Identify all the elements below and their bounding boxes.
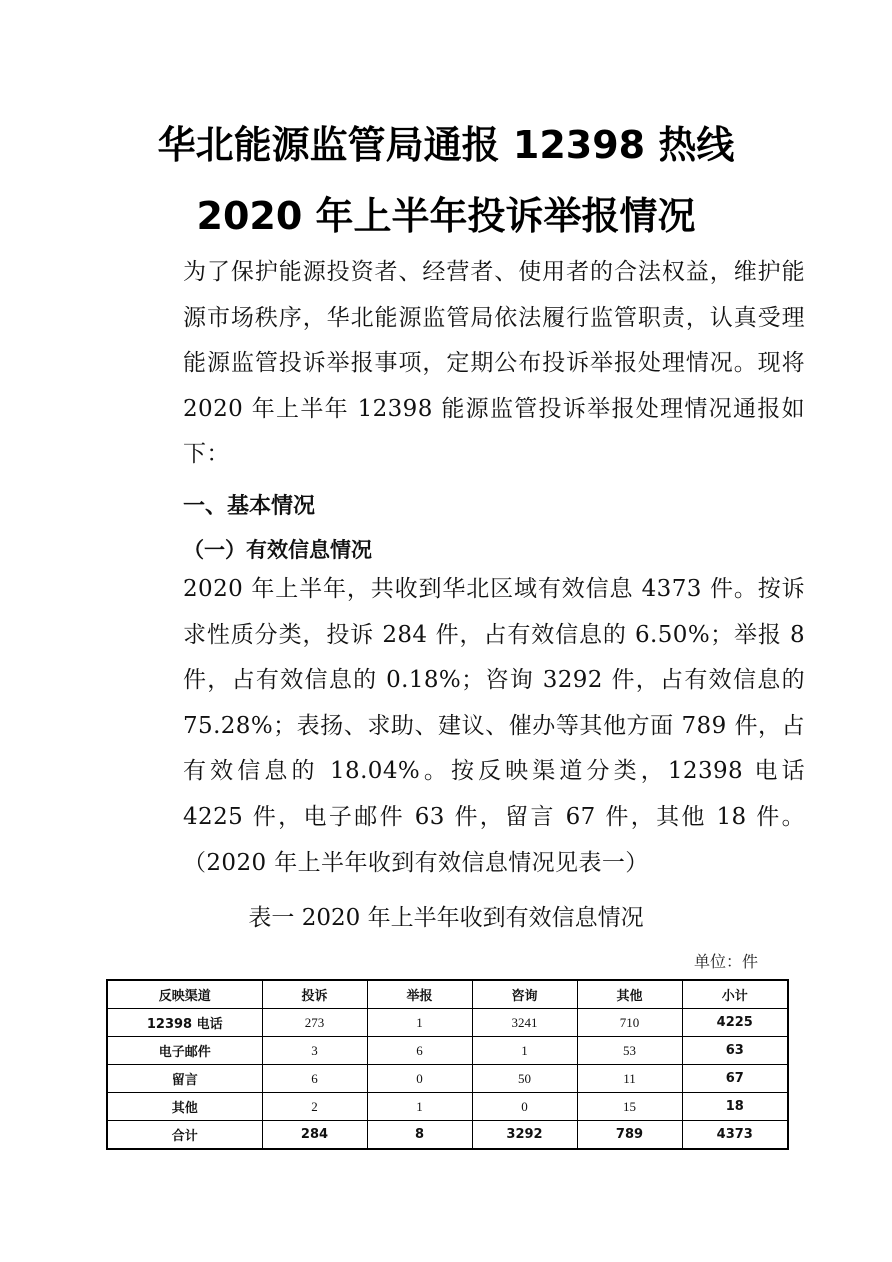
table-cell: 710 (577, 1009, 682, 1037)
table-cell: 0 (367, 1065, 472, 1093)
table-cell: 其他 (107, 1093, 262, 1121)
table-cell: 4225 (682, 1009, 788, 1037)
table-cell: 12398 电话 (107, 1009, 262, 1037)
table-cell: 3292 (472, 1121, 577, 1150)
table-cell: 合计 (107, 1121, 262, 1150)
table-unit: 单位：件 (693, 952, 758, 971)
header-cell: 其他 (577, 980, 682, 1009)
table-cell: 留言 (107, 1065, 262, 1093)
table-cell: 0 (472, 1093, 577, 1121)
subsection-heading-valid-info: （一）有效信息情况 (183, 538, 372, 562)
table-row (107, 1065, 788, 1093)
table-cell: 4373 (682, 1121, 788, 1150)
table-cell: 1 (367, 1009, 472, 1037)
table-cell: 11 (577, 1065, 682, 1093)
table-cell: 8 (367, 1121, 472, 1150)
table-header-row (107, 980, 788, 1009)
table-cell: 789 (577, 1121, 682, 1150)
header-cell: 咨询 (472, 980, 577, 1009)
table-cell: 63 (682, 1037, 788, 1065)
table-cell: 53 (577, 1037, 682, 1065)
table-total-row (107, 1121, 788, 1150)
header-cell: 投诉 (262, 980, 367, 1009)
document-title-line1: 华北能源监管局通报 12398 热线 (157, 123, 735, 167)
intro-paragraph: 为了保护能源投资者、经营者、使用者的合法权益，维护能源市场秩序，华北能源监管局依法履行监管职责，认真受理能源监管投诉举报事项，定期公布投诉举报处理情况。现将 2020 年上半年 12398 能源监管投诉举报处理情况通报如下： (183, 259, 805, 468)
table-cell: 50 (472, 1065, 577, 1093)
table-cell: 18 (682, 1093, 788, 1121)
table-cell: 1 (367, 1093, 472, 1121)
table-cell: 6 (262, 1065, 367, 1093)
table-row (107, 1093, 788, 1121)
table-cell: 电子邮件 (107, 1037, 262, 1065)
table-cell: 3 (262, 1037, 367, 1065)
table-row (107, 1009, 788, 1037)
table-cell: 6 (367, 1037, 472, 1065)
valid-info-paragraph: 2020 年上半年，共收到华北区域有效信息 4373 件。按诉求性质分类，投诉 284 件，占有效信息的 6.50%；举报 8 件，占有效信息的 0.18%；咨询 3292 件，占有效信息的 75.28%；表扬、求助、建议、催办等其他方面 789 件，占有效信息的 18.04%。按反映渠道分类，12398 电话 4225 件，电子邮件 63 件，留言 67 件，其他 18 件。（2020 年上半年收到有效信息情况见表一） (183, 576, 805, 876)
table-caption: 表一 2020 年上半年收到有效信息情况 (248, 905, 644, 931)
table-cell: 67 (682, 1065, 788, 1093)
table-cell: 15 (577, 1093, 682, 1121)
document-title-line2: 2020 年上半年投诉举报情况 (196, 194, 696, 238)
header-cell: 反映渠道 (107, 980, 262, 1009)
table-row (107, 1037, 788, 1065)
table-cell: 284 (262, 1121, 367, 1150)
table-cell: 2 (262, 1093, 367, 1121)
table-cell: 273 (262, 1009, 367, 1037)
table-cell: 1 (472, 1037, 577, 1065)
header-cell: 小计 (682, 980, 788, 1009)
section-heading-basic: 一、基本情况 (183, 494, 316, 519)
table-cell: 3241 (472, 1009, 577, 1037)
header-cell: 举报 (367, 980, 472, 1009)
valid-info-table (106, 979, 789, 1150)
